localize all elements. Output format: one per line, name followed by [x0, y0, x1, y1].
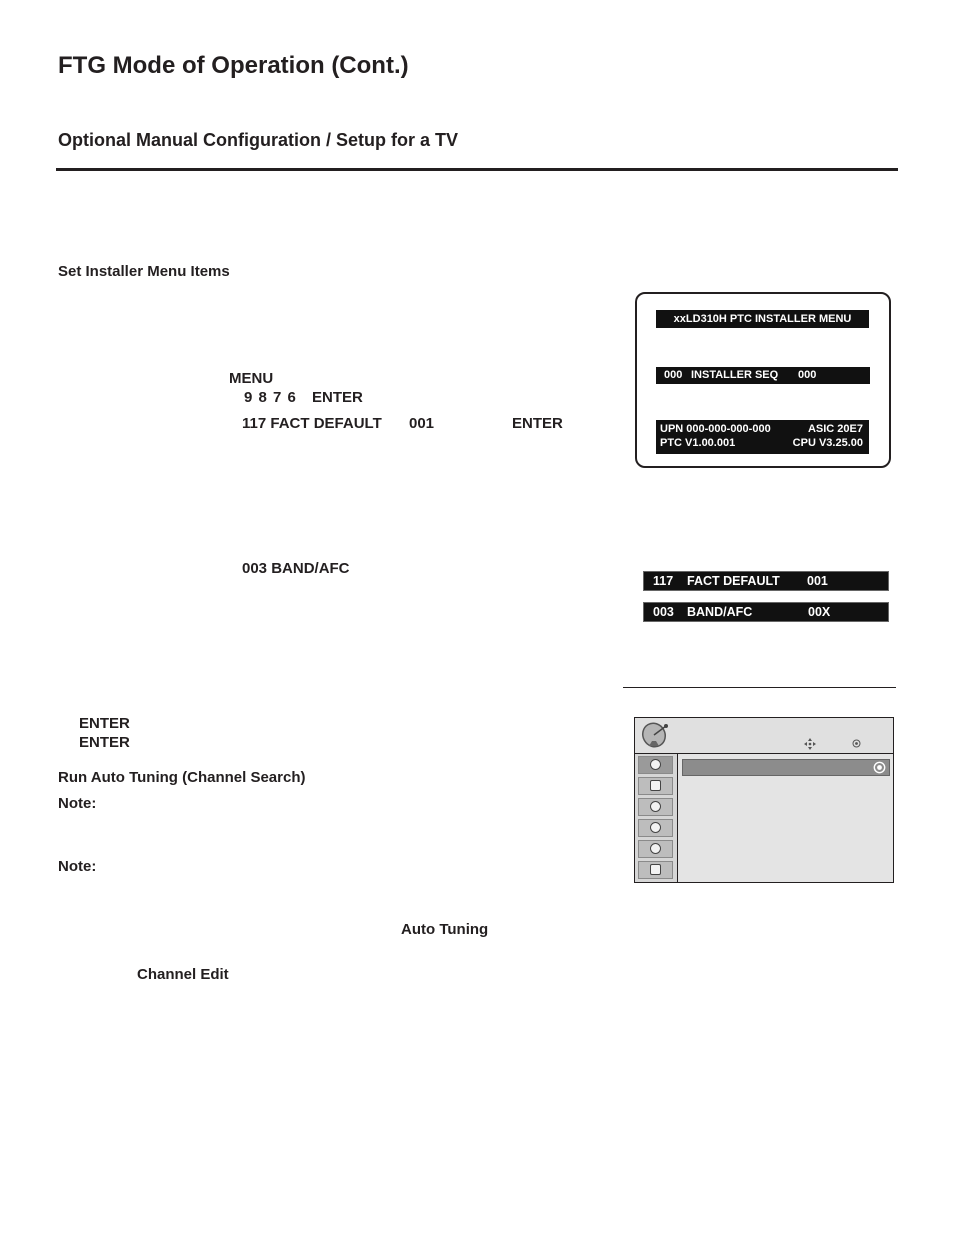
enter-key-label: ENTER [512, 415, 563, 432]
section-divider [56, 168, 898, 171]
lock-icon [638, 861, 673, 879]
setup-menu-header [635, 718, 893, 754]
band-afc-label: 003 BAND/AFC [242, 560, 350, 577]
enter-key-label: ENTER [79, 715, 130, 732]
menu-key-label: MENU [229, 370, 274, 387]
version-info-panel [656, 420, 869, 454]
upn-value: UPN 000-000-000-000 [660, 423, 771, 435]
enter-key-label: ENTER [79, 734, 130, 751]
setup-icon [638, 756, 673, 774]
fact-default-label: 117 FACT DEFAULT [242, 415, 382, 432]
ok-icon [852, 739, 861, 748]
setting-value: 001 [807, 574, 828, 588]
run-auto-tuning-heading: Run Auto Tuning (Channel Search) [58, 769, 306, 786]
ptc-version: PTC V1.00.001 [660, 437, 736, 449]
ok-icon [873, 761, 886, 774]
page-title: FTG Mode of Operation (Cont.) [58, 52, 409, 79]
setup-menu-content [678, 754, 893, 882]
satellite-dish-icon [639, 721, 673, 751]
time-icon [638, 819, 673, 837]
channel-edit-label: Channel Edit [137, 966, 229, 983]
setting-label: FACT DEFAULT [687, 574, 780, 588]
seq-label: INSTALLER SEQ [691, 369, 779, 381]
divider-line [623, 687, 896, 688]
installer-code-keys: 9 8 7 6 [244, 389, 297, 406]
installer-menu-screen [635, 292, 891, 468]
installer-menu-header: xxLD310H PTC INSTALLER MENU [656, 310, 869, 328]
section-subtitle: Optional Manual Configuration / Setup for a TV [58, 130, 458, 150]
cpu-version: CPU V3.25.00 [792, 437, 863, 449]
note-label: Note: [58, 858, 97, 875]
seq-number: 000 [664, 369, 683, 381]
fact-default-bar [643, 571, 889, 591]
option-icon [638, 840, 673, 858]
asic-value: ASIC 20E7 [807, 423, 863, 435]
setting-number: 003 [653, 605, 674, 619]
setup-menu-screen [634, 717, 894, 883]
move-arrows-icon [803, 737, 817, 751]
set-installer-heading: Set Installer Menu Items [58, 263, 230, 280]
auto-tuning-label: Auto Tuning [401, 921, 489, 938]
highlighted-menu-item [682, 759, 890, 776]
note-label: Note: [58, 795, 97, 812]
audio-icon [638, 798, 673, 816]
band-afc-bar [643, 602, 889, 622]
enter-key-label: ENTER [312, 389, 363, 406]
installer-seq-row [656, 367, 870, 384]
setting-value: 00X [808, 605, 831, 619]
picture-icon [638, 777, 673, 795]
setting-label: BAND/AFC [687, 605, 753, 619]
seq-value: 000 [798, 369, 817, 381]
setting-number: 117 [653, 574, 674, 588]
setup-menu-sidebar [635, 754, 678, 882]
fact-default-value: 001 [409, 415, 435, 432]
